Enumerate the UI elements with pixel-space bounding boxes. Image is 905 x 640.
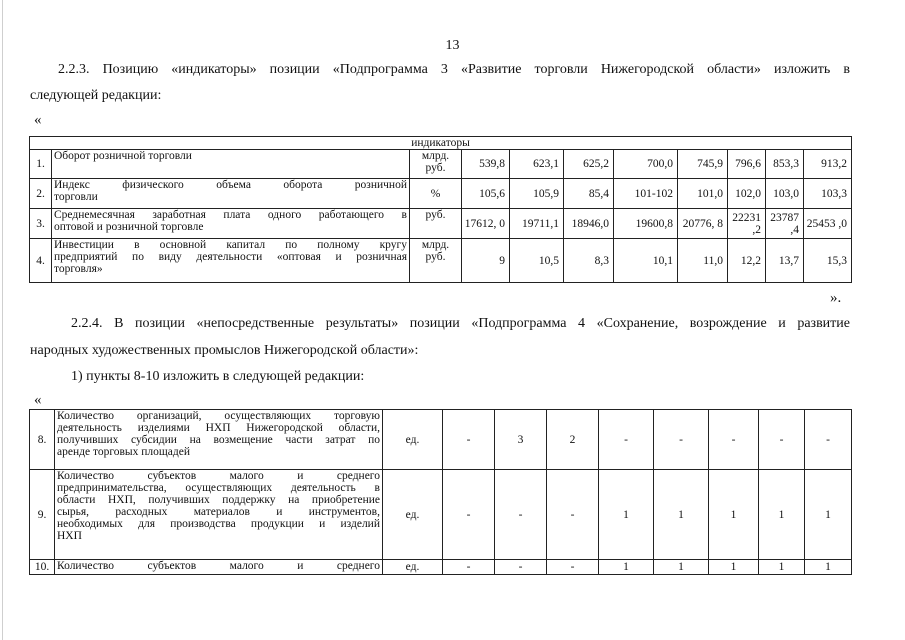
row-number: 9.	[30, 470, 55, 560]
cell: 1	[805, 470, 852, 560]
table-row	[30, 209, 852, 239]
cell: 1	[709, 470, 759, 560]
table-row	[30, 470, 852, 560]
row-number: 10.	[30, 560, 55, 575]
row-name: Количество субъектов малого и среднего предпринимательства, осуществляющих деятельность в области НХП, получивших поддержку на приобретение сырья, расходных материалов и инструментов, необходимых для производства продукции и изделий НХП	[55, 470, 383, 560]
paragraph-items-8-10: 1) пункты 8-10 изложить в следующей редакции:	[71, 369, 365, 384]
cell: 103,0	[766, 179, 804, 209]
cell: 105,6	[462, 179, 510, 209]
row-unit: млрд. руб.	[410, 150, 462, 179]
cell: -	[547, 470, 599, 560]
row-name: Инвестиции в основной капитал по полному кругу предприятий по виду деятельности «оптовая и розничная торговля»	[52, 239, 410, 283]
row-number: 4.	[30, 239, 52, 283]
row-unit: млрд. руб.	[410, 239, 462, 283]
indicators-header: индикаторы	[30, 137, 852, 150]
cell: 85,4	[564, 179, 614, 209]
row-unit: ед.	[383, 410, 443, 470]
row-unit: %	[410, 179, 462, 209]
cell: 9	[462, 239, 510, 283]
table-row	[30, 239, 852, 283]
row-number: 8.	[30, 410, 55, 470]
cell: 15,3	[804, 239, 852, 283]
page-edge-line	[2, 0, 3, 640]
cell: 103,3	[804, 179, 852, 209]
table-row	[30, 179, 852, 209]
cell: 22231 ,2	[728, 209, 766, 239]
cell: 18946,0	[564, 209, 614, 239]
cell: 1	[654, 470, 709, 560]
cell: 1	[805, 560, 852, 575]
cell: -	[547, 560, 599, 575]
cell: 1	[709, 560, 759, 575]
cell: -	[495, 470, 547, 560]
cell: 625,2	[564, 150, 614, 179]
cell: 10,1	[614, 239, 678, 283]
cell: 102,0	[728, 179, 766, 209]
cell: 19600,8	[614, 209, 678, 239]
results-table	[29, 409, 852, 575]
cell: -	[805, 410, 852, 470]
row-name: Количество субъектов малого и среднего	[55, 560, 383, 575]
paragraph-2-2-4-line2: народных художественных промыслов Нижегородской области»:	[30, 343, 419, 358]
row-name: Количество организаций, осуществляющих торговую деятельность изделиями НХП Нижегородской области, получивших субсидии на возмещение части затрат по аренде торговых площадей	[55, 410, 383, 470]
open-quote: «	[34, 112, 42, 128]
cell: 19711,1	[510, 209, 564, 239]
indicators-table	[29, 136, 852, 283]
cell: -	[495, 560, 547, 575]
cell: 623,1	[510, 150, 564, 179]
row-number: 2.	[30, 179, 52, 209]
cell: 8,3	[564, 239, 614, 283]
paragraph-2-2-3-line2: следующей редакции:	[30, 88, 162, 103]
page-number: 13	[445, 38, 460, 53]
table-row	[30, 560, 852, 575]
cell: -	[443, 410, 495, 470]
cell: 1	[759, 560, 805, 575]
cell: -	[654, 410, 709, 470]
cell: 796,6	[728, 150, 766, 179]
table-row	[30, 410, 852, 470]
cell: 913,2	[804, 150, 852, 179]
row-name: Индекс физического объема оборота розничной торговли	[52, 179, 410, 209]
cell: 1	[654, 560, 709, 575]
paragraph-2-2-3-line1: 2.2.3. Позицию «индикаторы» позиции «Подпрограмма 3 «Развитие торговли Нижегородской области» изложить в	[58, 62, 850, 77]
row-unit: ед.	[383, 470, 443, 560]
cell: 2	[547, 410, 599, 470]
paragraph-2-2-4-line1: 2.2.4. В позиции «непосредственные результаты» позиции «Подпрограмма 4 «Сохранение, возрождение и развитие	[71, 316, 850, 331]
cell: 3	[495, 410, 547, 470]
cell: -	[443, 560, 495, 575]
close-quote: ».	[830, 290, 842, 306]
cell: 1	[759, 470, 805, 560]
cell: -	[709, 410, 759, 470]
cell: 101,0	[678, 179, 728, 209]
table-row	[30, 150, 852, 179]
cell: 11,0	[678, 239, 728, 283]
row-name: Оборот розничной торговли	[52, 150, 410, 179]
open-quote-2: «	[34, 392, 42, 408]
cell: 539,8	[462, 150, 510, 179]
cell: 10,5	[510, 239, 564, 283]
row-number: 3.	[30, 209, 52, 239]
cell: 13,7	[766, 239, 804, 283]
cell: 23787 ,4	[766, 209, 804, 239]
cell: 700,0	[614, 150, 678, 179]
row-name: Среднемесячная заработная плата одного работающего в оптовой и розничной торговле	[52, 209, 410, 239]
cell: 105,9	[510, 179, 564, 209]
cell: 1	[599, 470, 654, 560]
cell: 101-102	[614, 179, 678, 209]
cell: 17612, 0	[462, 209, 510, 239]
cell: 12,2	[728, 239, 766, 283]
cell: 745,9	[678, 150, 728, 179]
cell: 1	[599, 560, 654, 575]
cell: -	[443, 470, 495, 560]
row-number: 1.	[30, 150, 52, 179]
cell: 853,3	[766, 150, 804, 179]
row-unit: ед.	[383, 560, 443, 575]
cell: 20776, 8	[678, 209, 728, 239]
cell: -	[759, 410, 805, 470]
cell: -	[599, 410, 654, 470]
cell: 25453 ,0	[804, 209, 852, 239]
row-unit: руб.	[410, 209, 462, 239]
